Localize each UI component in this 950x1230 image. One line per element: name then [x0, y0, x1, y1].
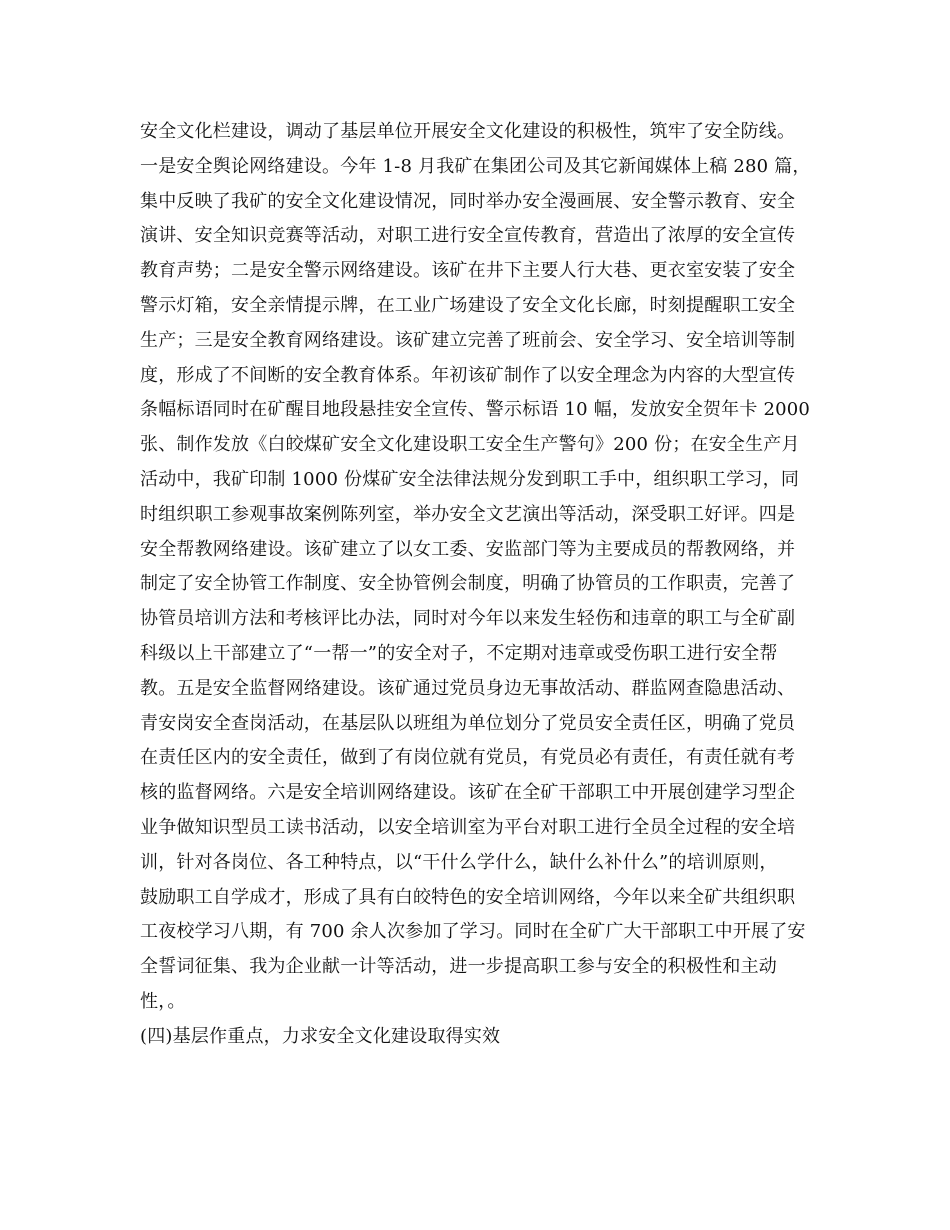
text-line: 安全文化栏建设，调动了基层单位开展安全文化建设的积极性，筑牢了安全防线。	[140, 121, 796, 142]
text-line: 鼓励职工自学成才，形成了具有白皎特色的安全培训网络，今年以来全矿共组织职	[140, 886, 796, 908]
text-line: 核的监督网络。六是安全培训网络建设。该矿在全矿干部职工中开展创建学习型企	[140, 782, 796, 804]
text-line: 制定了安全协管工作制度、安全协管例会制度，明确了协管员的工作职责，完善了	[140, 573, 796, 595]
text-line: 时组织职工参观事故案例陈列室，举办安全文艺演出等活动，深受职工好评。四是	[140, 503, 796, 525]
text-line: 集中反映了我矿的安全文化建设情况，同时举办安全漫画展、安全警示教育、安全	[140, 190, 796, 212]
text-line: 训，针对各岗位、各工种特点，以“干什么学什么，缺什么补什么”的培训原则，	[140, 851, 778, 873]
text-line: 工夜校学习八期，有 700 余人次参加了学习。同时在全矿广大干部职工中开展了安	[140, 921, 806, 943]
body-text	[140, 115, 820, 1055]
text-line: 一是安全舆论网络建设。今年 1-8 月我矿在集团公司及其它新闻媒体上稿 280 篇，	[140, 155, 811, 177]
text-line: 全誓词征集、我为企业献一计等活动，进一步提高职工参与安全的积极性和主动	[140, 956, 777, 978]
text-line: 科级以上干部建立了“一帮一”的安全对子，不定期对违章或受伤职工进行安全帮	[140, 642, 778, 664]
text-line: 性，。	[140, 990, 186, 1012]
text-line: 度，形成了不间断的安全教育体系。年初该矿制作了以安全理念为内容的大型宣传	[140, 364, 796, 386]
text-line: 演讲、安全知识竞赛等活动，对职工进行安全宣传教育，营造出了浓厚的安全宣传	[140, 225, 796, 247]
text-line: 在责任区内的安全责任，做到了有岗位就有党员，有党员必有责任，有责任就有考	[140, 747, 796, 769]
section-heading: (四)基层作重点，力求安全文化建设取得实效	[140, 1025, 501, 1047]
text-line: 安全帮教网络建设。该矿建立了以女工委、安监部门等为主要成员的帮教网络，并	[140, 538, 796, 560]
text-line: 生产；三是安全教育网络建设。该矿建立完善了班前会、安全学习、安全培训等制	[140, 329, 796, 351]
text-line: 青安岗安全查岗活动，在基层队以班组为单位划分了党员安全责任区，明确了党员	[140, 712, 796, 734]
text-line: 张、制作发放《白皎煤矿安全文化建设职工安全生产警句》200 份；在安全生产月	[140, 434, 800, 456]
text-line: 业争做知识型员工读书活动，以安全培训室为平台对职工进行全员全过程的安全培	[140, 816, 796, 838]
text-line: 活动中，我矿印制 1000 份煤矿安全法律法规分发到职工手中，组织职工学习，同	[140, 468, 800, 490]
text-line: 协管员培训方法和考核评比办法，同时对今年以来发生轻伤和违章的职工与全矿副	[140, 608, 796, 630]
text-line: 教。五是安全监督网络建设。该矿通过党员身边无事故活动、群监网查隐患活动、	[140, 677, 796, 699]
text-line: 条幅标语同时在矿醒目地段悬挂安全宣传、警示标语 10 幅，发放安全贺年卡 2000	[140, 399, 811, 421]
text-line: 教育声势；二是安全警示网络建设。该矿在井下主要人行大巷、更衣室安装了安全	[140, 260, 796, 282]
text-line: 警示灯箱，安全亲情提示牌，在工业广场建设了安全文化长廊，时刻提醒职工安全	[140, 294, 796, 316]
